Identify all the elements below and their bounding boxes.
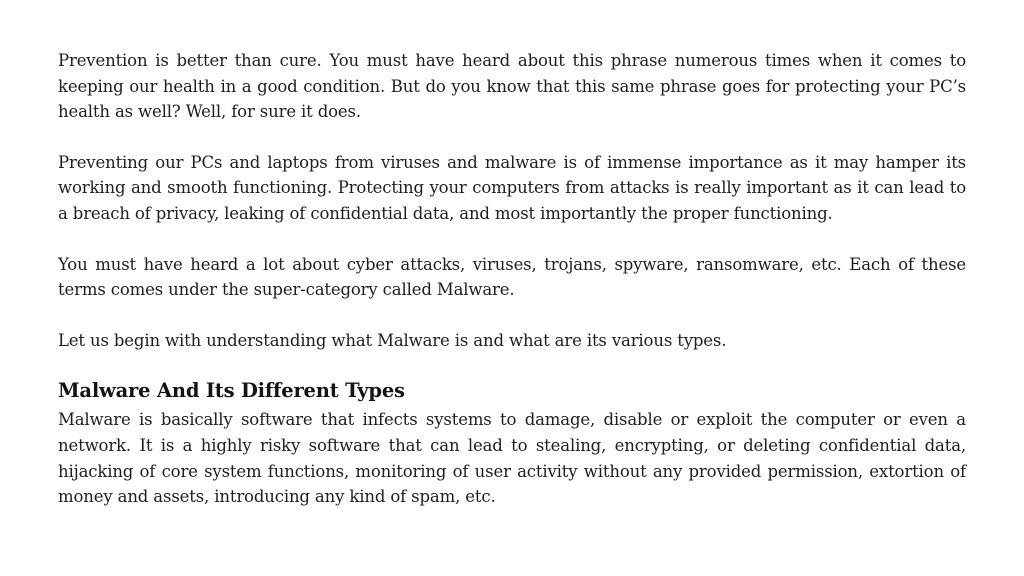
article-body [58, 48, 966, 535]
prevention-paragraph: Preventing our PCs and laptops from viruses and malware is of immense importance as it may hamper its working and smooth functioning. Protecting your computers from attacks is really important as it can lead to a breach of privacy, leaking of confidential data, and most importantly the proper functioning. [58, 152, 966, 223]
transition-paragraph: Let us begin with understanding what Malware is and what are its various types. [58, 330, 727, 350]
section-heading: Malware And Its Different Types [58, 379, 405, 403]
section-paragraph: Malware is basically software that infects systems to damage, disable or exploit the computer or even a network. It is a highly risky software that can lead to stealing, encrypting, or deleting confidential data, hijacking of core system functions, monitoring of user activity without any provided permission, extortion of money and assets, introducing any kind of spam, etc. [58, 410, 966, 507]
intro-paragraph: Prevention is better than cure. You must have heard about this phrase numerous times when it comes to keeping our health in a good condition. But do you know that this same phrase goes for protecting your PC’s health as well? Well, for sure it does. [58, 51, 966, 122]
malware-terms-paragraph: You must have heard a lot about cyber attacks, viruses, trojans, spyware, ransomware, etc. Each of these terms comes under the super-category called Malware. [58, 254, 966, 300]
